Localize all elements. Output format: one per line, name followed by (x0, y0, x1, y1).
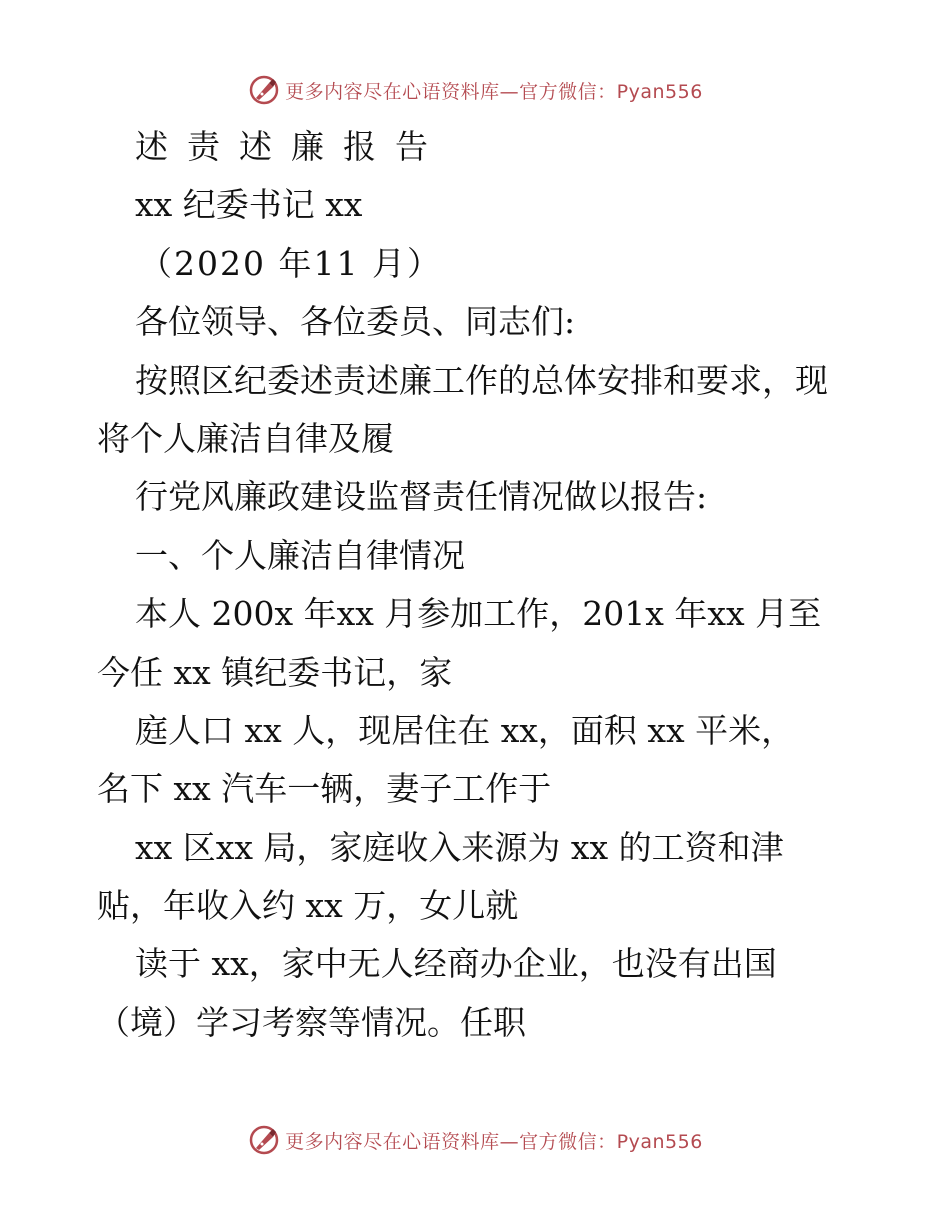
document-title: 述责述廉报告 (135, 127, 447, 166)
body-line: 将个人廉洁自律及履 (97, 418, 394, 458)
header-watermark-banner (0, 70, 950, 110)
body-line: 本人 200x 年xx 月参加工作，201x 年xx 月至 (135, 594, 822, 634)
body-line: 庭人口 xx 人，现居住在 xx，面积 xx 平米， (135, 710, 795, 750)
document-body (97, 118, 867, 1052)
body-line: （境）学习考察等情况。任职 (97, 1002, 526, 1042)
pen-nib-logo-icon (247, 1123, 281, 1157)
pen-nib-logo-icon (247, 73, 281, 107)
body-line: 贴，年收入约 xx 万，女儿就 (97, 886, 519, 926)
body-line: 名下 xx 汽车一辆，妻子工作于 (97, 769, 552, 809)
footer-watermark-banner (0, 1120, 950, 1160)
body-line: 按照区纪委述责述廉工作的总体安排和要求，现 (135, 360, 828, 400)
body-line: 读于 xx，家中无人经商办企业，也没有出国 (135, 944, 777, 984)
body-line: xx 区xx 局，家庭收入来源为 xx 的工资和津 (135, 827, 784, 867)
document-salutation: 各位领导、各位委员、同志们: (135, 302, 576, 342)
document-author: xx 纪委书记 xx (135, 185, 363, 225)
document-date: （2020 年11 月） (139, 243, 442, 283)
body-line: 今任 xx 镇纪委书记，家 (97, 652, 453, 692)
footer-watermark-text: 更多内容尽在心语资料库—官方微信：Pyan556 (285, 1130, 703, 1153)
body-line: 行党风廉政建设监督责任情况做以报告: (135, 477, 708, 517)
section-heading: 一、个人廉洁自律情况 (135, 535, 465, 575)
header-watermark-text: 更多内容尽在心语资料库—官方微信：Pyan556 (285, 80, 703, 103)
